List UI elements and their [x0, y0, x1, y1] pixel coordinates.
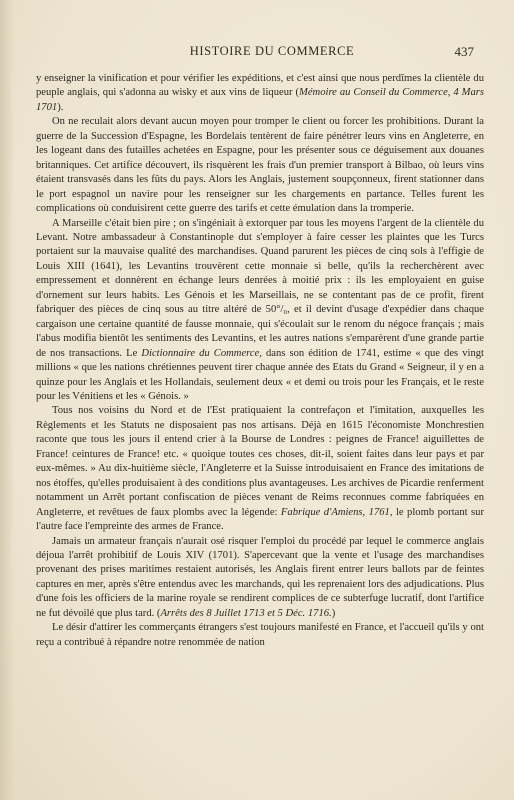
body-text	[36, 72, 484, 650]
italic-text-segment: Arrêts des 8 Juillet 1713 et 5 Déc. 1716.	[160, 607, 332, 619]
text-segment: A Marseille c'était bien pire ; on s'ingéniait à extorquer par tous les moyens l'argent de la clientèle du Levant. Notre ambassadeur à Constantinople dut s'employer à faire cesser les plaintes que les Turcs portaient sur la mauvaise qualité des marchandises. Quand parurent les pièces de cinq sols à l'effigie de Louis XIII (1641), les Levantins trouvèrent cette monnaie si belle, qu'ils la recherchèrent avec empressement et donnèrent en échange leurs denrées à moitié prix : ils les employaient en guise d'ornement sur leurs habits. Les Génois et les Marseillais, ne se contentant pas de ce profit, firent fabriquer des pièces de cinq sous au titre altéré de 50°/₀, et il devint d'usage d'expédier dans chaque cargaison une certaine quantité de fausse monnaie, qui s'écoulait sur le renom du négoce français ; mais l'abus modifia bientôt les sentiments des Levantins, et les autres nations s'emparèrent d'une grande partie de nos transactions. Le	[36, 217, 484, 359]
text-segment: Tous nos voisins du Nord et de l'Est pratiquaient la contrefaçon et l'imitation, auxquelles les Règlements et les Statuts ne disposaient pas nos artisans. Déjà en 1615 l'économiste Monchrestien raconte que tous les jours il entend crier à la Bourse de Londres : peignes de France! aiguillettes de France! ceintures de France! etc. « quoique toutes ces choses, dit-il, soient faites dans leur pays et par eux-mêmes. » Au dix-huitième siècle, l'Angleterre et la Suisse introduisaient en France des imitations de nos étoffes, qu'elles produisaient à des conditions plus avantageuses. Les archives de Picardie renferment notamment un Arrêt portant confiscation de pièces venant de Reims reconnues comme fabriquées en Angleterre, et revêtues de faux plombs avec la légende:	[36, 405, 484, 518]
page-number: 437	[454, 44, 474, 59]
text-segment: On ne reculait alors devant aucun moyen pour tromper le client ou forcer les prohibitions. Durant la guerre de la Succession d'Espagne, les Bordelais tentèrent de faire pénétrer leurs vins en Angleterre, en les logeant dans des futailles achetées en Espagne, pour les présenter sous ce déguisement aux douanes britanniques. Cet artifice découvert, ils risquèrent les frais d'un premier transport à Bilbao, où leurs vins étaient transvasés dans les fûts du pays. Alors les Anglais, justement soupçonneux, firent stationner dans le port espagnol un navire pour les renseigner sur les chargements en partance. Telles furent les complications où conduisirent cette guerre des tarifs et cette émulation dans la tromperie.	[36, 116, 484, 215]
paragraph	[36, 217, 484, 405]
italic-text-segment: Dictionnaire du Commerce	[141, 347, 260, 359]
italic-text-segment: Fabrique d'Amiens, 1761,	[280, 506, 393, 518]
page-spine-shadow	[0, 0, 14, 800]
text-segment: , dans son édition de 1741, estime « que des vingt millions « que les nations chrétiennes peuvent tirer chaque année des Etats du Grand « Seigneur, il y en a quinze pour les Anglais et les Hollandais, seulement deux « et demi ou trois pour les Français, et le reste pour les Vénitiens et les « Génois. »	[36, 347, 484, 402]
paragraph	[36, 404, 484, 534]
text-segment: le plomb portant sur l'autre face l'empreinte des armes de France.	[36, 506, 484, 533]
running-head	[70, 44, 474, 62]
italic-text-segment: Mémoire au Conseil du Commerce, 4 Mars 1701	[36, 87, 484, 113]
paragraph	[36, 535, 484, 622]
text-segment: Jamais un armateur français n'aurait osé risquer l'emploi du procédé par lequel le commerce anglais déjoua l'arrêt prohibitif de Louis XIV (1701). S'apercevant que la vente et l'usage des marchandises provenant des prises maritimes restaient autorisés, les Anglais firent entrer leurs ballots par de feintes captures en mer, après s'être entendus avec les marchands, qui les reprenaient lors des adjudications. Plus d'une fois les officiers de la marine royale se rendirent complices de ce subterfuge lucratif, dont l'artifice ne fut dévoilé que plus tard. (	[36, 535, 484, 619]
paragraph	[36, 72, 484, 115]
text-segment: ).	[57, 101, 64, 113]
running-title: HISTOIRE DU COMMERCE	[189, 44, 355, 58]
text-segment: Le désir d'attirer les commerçants étrangers s'est toujours manifesté en France, et l'accueil qu'ils y ont reçu a contribué à répandre notre renommée de nation	[36, 622, 484, 648]
paragraph	[36, 115, 484, 216]
paragraph	[36, 621, 484, 650]
text-segment: )	[331, 607, 336, 619]
text-segment: y enseigner la vinification et pour vérifier les expéditions, et c'est ainsi que nous perdîmes la clientèle du peuple anglais, qui s'adonna au wisky et aux vins de liqueur (	[36, 73, 484, 99]
